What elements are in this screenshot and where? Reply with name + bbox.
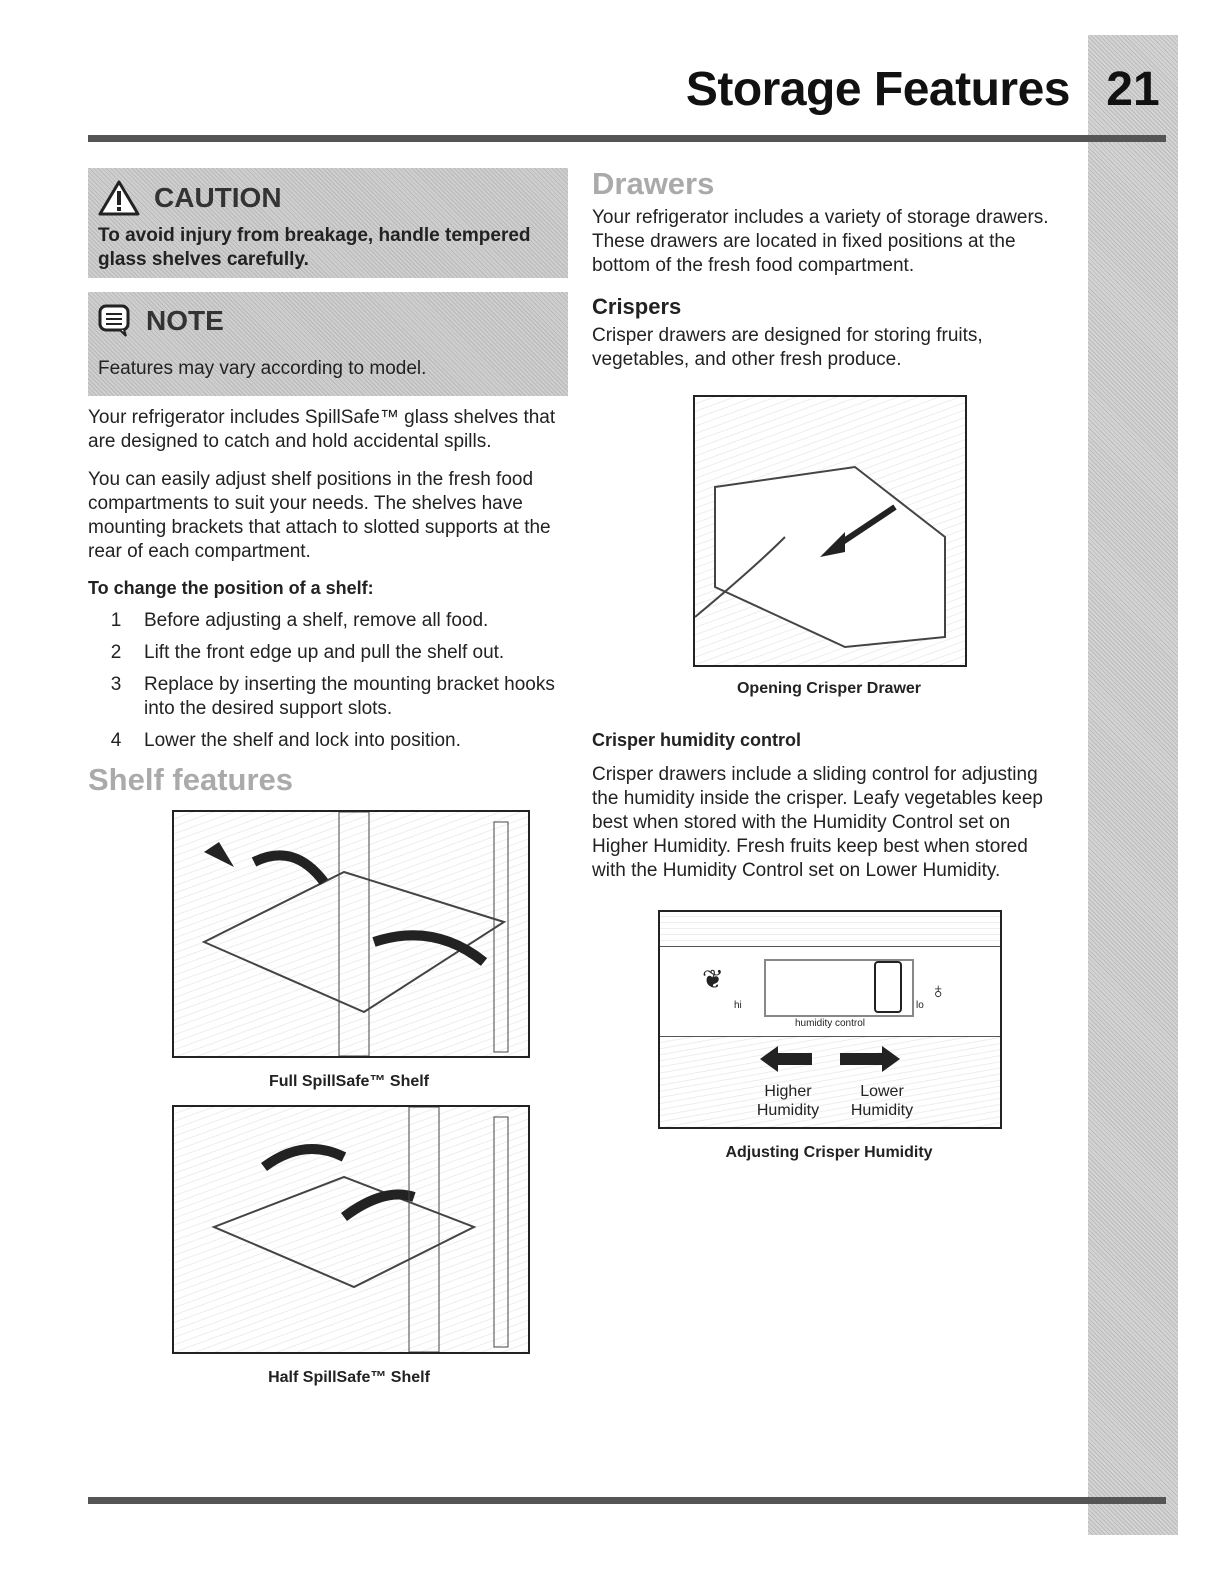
caution-text: To avoid injury from breakage, handle tempered glass shelves carefully. <box>98 225 531 270</box>
shelf-features-heading: Shelf features <box>88 762 294 797</box>
leafy-vegetable-icon: ❦ <box>702 964 724 994</box>
drawers-text: Your refrigerator includes a variety of storage drawers. These drawers are located in fixed positions at the bottom of the fresh food compartment. <box>592 207 1049 276</box>
shelf-drawing <box>174 812 528 1056</box>
crispers-text: Crisper drawers are designed for storing fruits, vegetables, and other fresh produce. <box>592 325 983 370</box>
page-tab-strip <box>1088 35 1178 1535</box>
caution-heading: CAUTION <box>154 182 282 213</box>
crisper-caption: Opening Crisper Drawer <box>736 680 922 697</box>
note-heading: NOTE <box>146 305 224 336</box>
step-text: Replace by inserting the mounting bracket hooks into the desired support slots. <box>144 674 555 719</box>
humidity-heading: Crisper humidity control <box>592 730 802 750</box>
full-shelf-caption: Full SpillSafe™ Shelf <box>268 1073 430 1090</box>
half-shelf-caption: Half SpillSafe™ Shelf <box>268 1369 430 1386</box>
shelf-drawing <box>174 1107 528 1352</box>
step-number: 1 <box>110 610 122 631</box>
crisper-drawer-illustration <box>693 395 967 667</box>
higher-humidity-label: Higher Humidity <box>756 1083 820 1119</box>
humidity-slider-track[interactable] <box>764 959 914 1017</box>
steps-heading: To change the position of a shelf: <box>88 578 374 598</box>
crispers-heading: Crispers <box>592 294 682 319</box>
step-number: 3 <box>110 674 122 695</box>
steps-list <box>88 609 568 753</box>
step-item <box>88 673 568 721</box>
humidity-control-label: humidity control <box>794 1018 866 1029</box>
humidity-slider-thumb[interactable] <box>874 961 902 1013</box>
note-text: Features may vary according to model. <box>98 358 427 379</box>
step-item <box>88 609 568 633</box>
shelves-intro: Your refrigerator includes SpillSafe™ glass shelves that are designed to catch and hold accidental spills. <box>88 407 556 452</box>
lo-label: lo <box>916 1000 924 1011</box>
note-icon <box>98 304 132 338</box>
direction-arrows-icon <box>760 1044 900 1074</box>
step-text: Lift the front edge up and pull the shelf out. <box>144 642 505 663</box>
step-item <box>88 729 568 753</box>
drawers-heading: Drawers <box>592 166 715 201</box>
crisper-drawing <box>695 397 965 665</box>
lower-humidity-label: Lower Humidity <box>850 1083 914 1119</box>
page-number: 21 <box>1106 63 1160 116</box>
humidity-control-illustration <box>658 910 1002 1129</box>
step-text: Before adjusting a shelf, remove all food. <box>144 610 489 631</box>
full-shelf-illustration <box>172 810 530 1058</box>
half-shelf-illustration <box>172 1105 530 1354</box>
shelves-adjust-text: You can easily adjust shelf positions in the fresh food compartments to suit your needs. The shelves have mounting brackets that attach to slotted supports at the rear of each compartment. <box>88 469 551 562</box>
warning-triangle-icon <box>98 180 140 216</box>
note-box <box>88 292 568 396</box>
page-title: Storage Features <box>685 63 1070 116</box>
step-number: 4 <box>110 730 122 751</box>
humidity-text: Crisper drawers include a sliding control for adjusting the humidity inside the crisper. Leafy vegetables keep best when stored with the Humidity Control set on Higher Humidity. Fresh fruits keep best when stored with the Humidity Control set on Lower Humidity. <box>592 764 1043 881</box>
step-text: Lower the shelf and lock into position. <box>144 730 461 751</box>
header-rule <box>88 135 1166 142</box>
fruit-icon: ♁ <box>930 978 947 1003</box>
caution-box <box>88 168 568 278</box>
step-item <box>88 641 568 665</box>
step-number: 2 <box>110 642 122 663</box>
footer-rule <box>88 1497 1166 1504</box>
hi-label: hi <box>734 1000 742 1011</box>
humidity-caption: Adjusting Crisper Humidity <box>725 1144 933 1161</box>
